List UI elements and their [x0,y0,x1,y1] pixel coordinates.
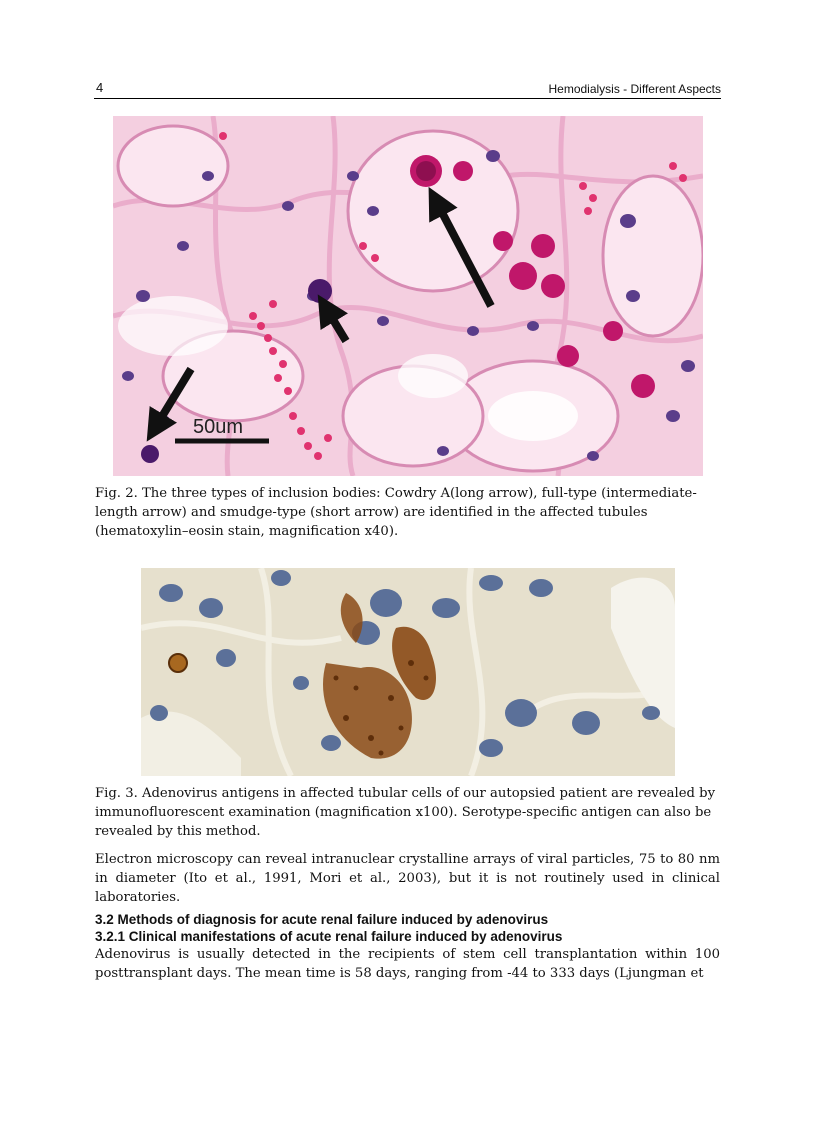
running-title: Hemodialysis - Different Aspects [548,82,721,96]
figure-2-caption: Fig. 2. The three types of inclusion bodies: Cowdry A(long arrow), full-type (intermediate-length arrow) and smudge-type (short arrow) are identified in the affected tubules (hematoxylin–eosin stain, magnification x40). [95,486,697,539]
ihc-stain-image [141,568,675,776]
page-number: 4 [96,80,104,95]
page-header [94,80,721,99]
figure-3-caption: Fig. 3. Adenovirus antigens in affected tubular cells of our autopsied patient are revealed by immunofluorescent examination (magnification x100). Serotype-specific antigen can also be revealed by this method. [95,786,716,839]
figure-3-micrograph [141,568,675,776]
he-stain-image [113,116,703,476]
body-paragraph-2: Adenovirus is usually detected in the recipients of stem cell transplantation within 100 posttransplant days. The mean time is 58 days, ranging from -44 to 333 days (Ljungman et [95,947,720,981]
section-heading: 3.2 Methods of diagnosis for acute renal failure induced by adenovirus [95,912,549,927]
subsection-heading: 3.2.1 Clinical manifestations of acute renal failure induced by adenovirus [95,929,563,944]
figure-2-micrograph [113,116,703,476]
scale-bar-label: 50um [193,416,244,438]
body-paragraph-1: Electron microscopy can reveal intranuclear crystalline arrays of viral particles, 75 to 80 nm in diameter (Ito et al., 1991, Mori et al., 2003), but it is not routinely used in clinical laboratories. [95,852,720,905]
